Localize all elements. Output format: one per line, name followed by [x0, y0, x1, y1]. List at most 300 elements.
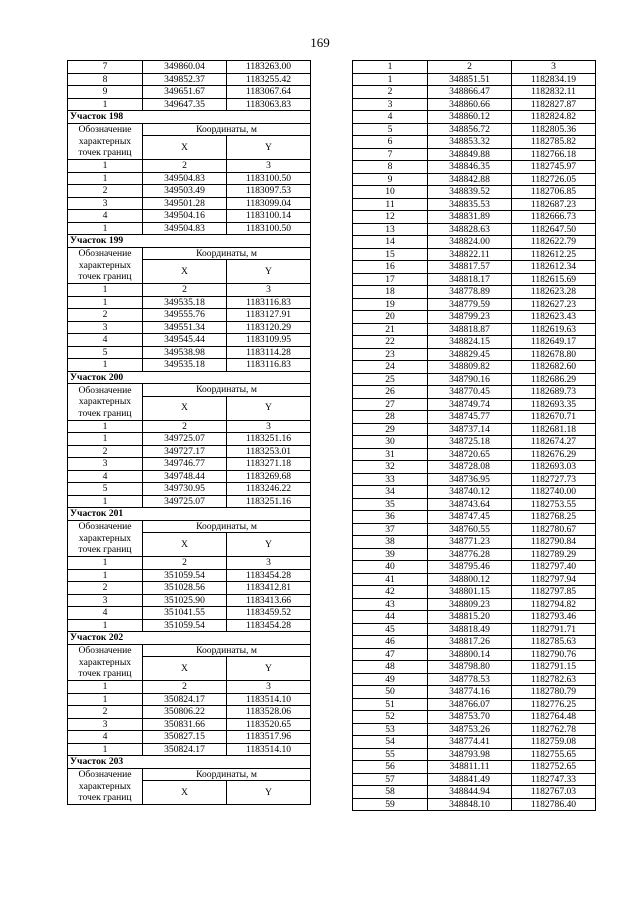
table-row [353, 561, 596, 574]
table-row [353, 598, 596, 611]
x-coordinate-cell: 349555.76 [143, 309, 227, 322]
x-coordinate-cell: 348753.26 [428, 723, 512, 736]
table-row [68, 607, 311, 620]
table-row [68, 619, 311, 632]
y-coordinate-cell: 1183097.53 [227, 185, 311, 198]
y-coordinate-cell: 1182790.84 [512, 536, 596, 549]
table-row [68, 582, 311, 595]
point-number-cell: 1 [68, 222, 143, 235]
x-coordinate-cell: 348774.41 [428, 736, 512, 749]
x-coordinate-cell: 348849.88 [428, 148, 512, 161]
point-number-cell: 1 [68, 296, 143, 309]
section-row [68, 756, 311, 769]
y-header: Y [227, 136, 311, 160]
y-coordinate-cell: 1182755.65 [512, 748, 596, 761]
table-row [353, 236, 596, 249]
y-coordinate-cell: 1182797.94 [512, 573, 596, 586]
x-coordinate-cell: 351025.90 [143, 594, 227, 607]
y-coordinate-cell: 1182753.55 [512, 498, 596, 511]
x-coordinate-cell: 348846.35 [428, 161, 512, 174]
y-coordinate-cell: 1183269.68 [227, 470, 311, 483]
point-number-cell: 56 [353, 761, 428, 774]
x-coordinate-cell: 348800.14 [428, 648, 512, 661]
table-row [68, 210, 311, 223]
x-coordinate-cell: 351059.54 [143, 569, 227, 582]
x-coordinate-cell: 348860.12 [428, 111, 512, 124]
x-coordinate-cell: 348728.08 [428, 461, 512, 474]
table-row [353, 498, 596, 511]
y-coordinate-cell: 1182793.46 [512, 611, 596, 624]
point-number-cell: 1 [68, 557, 143, 570]
x-coordinate-cell: 349725.07 [143, 433, 227, 446]
y-coordinate-cell: 1182824.82 [512, 111, 596, 124]
table-row [68, 718, 311, 731]
point-number-cell: 2 [68, 185, 143, 198]
x-coordinate-cell: 348776.28 [428, 548, 512, 561]
point-number-cell: 21 [353, 323, 428, 336]
section-title: Участок 198 [68, 111, 311, 124]
point-number-cell: 11 [353, 198, 428, 211]
table-row [68, 284, 311, 297]
table-row [68, 681, 311, 694]
y-coordinate-cell: 3 [227, 284, 311, 297]
table-row [353, 298, 596, 311]
table-row [353, 586, 596, 599]
x-coordinate-cell: 348809.23 [428, 598, 512, 611]
point-number-cell: 40 [353, 561, 428, 574]
table-row [353, 173, 596, 186]
table-row [353, 573, 596, 586]
table-row [353, 473, 596, 486]
table-row [353, 773, 596, 786]
point-number-cell: 59 [353, 798, 428, 811]
x-coordinate-cell: 348817.26 [428, 636, 512, 649]
point-designation-header: Обозначение характерных точек границ [68, 123, 143, 160]
point-number-cell: 20 [353, 311, 428, 324]
coordinates-header: Координаты, м [143, 384, 311, 397]
y-coordinate-cell: 1183454.28 [227, 569, 311, 582]
y-coordinate-cell: 1183412.81 [227, 582, 311, 595]
y-coordinate-cell: 1182676.29 [512, 448, 596, 461]
y-coordinate-cell: 1183067.64 [227, 86, 311, 99]
table-row [353, 386, 596, 399]
table-row [353, 661, 596, 674]
x-coordinate-cell: 349651.67 [143, 86, 227, 99]
y-coordinate-cell: 1182782.63 [512, 673, 596, 686]
x-coordinate-cell: 2 [143, 681, 227, 694]
y-coordinate-cell: 1182706.85 [512, 186, 596, 199]
x-coordinate-cell: 348753.70 [428, 711, 512, 724]
x-coordinate-cell: 349538.98 [143, 346, 227, 359]
point-number-cell: 4 [68, 731, 143, 744]
point-number-cell: 49 [353, 673, 428, 686]
x-coordinate-cell: 348747.45 [428, 511, 512, 524]
table-row [353, 273, 596, 286]
y-coordinate-cell: 1182764.48 [512, 711, 596, 724]
point-number-cell: 1 [353, 61, 428, 74]
point-number-cell: 2 [68, 309, 143, 322]
x-coordinate-cell: 348799.23 [428, 311, 512, 324]
y-coordinate-cell: 1183517.96 [227, 731, 311, 744]
y-coordinate-cell: 1183120.29 [227, 321, 311, 334]
header-row [68, 644, 311, 657]
table-row [68, 731, 311, 744]
x-coordinate-cell: 348793.98 [428, 748, 512, 761]
y-coordinate-cell: 1182726.05 [512, 173, 596, 186]
y-coordinate-cell: 1182789.29 [512, 548, 596, 561]
x-coordinate-cell: 348817.57 [428, 261, 512, 274]
x-coordinate-cell: 349748.44 [143, 470, 227, 483]
point-number-cell: 2 [68, 445, 143, 458]
table-row [353, 723, 596, 736]
point-number-cell: 1 [353, 73, 428, 86]
table-row [68, 693, 311, 706]
y-coordinate-cell: 1182786.40 [512, 798, 596, 811]
section-title: Участок 202 [68, 632, 311, 645]
x-coordinate-cell: 348853.32 [428, 136, 512, 149]
x-coordinate-cell: 348743.64 [428, 498, 512, 511]
point-number-cell: 44 [353, 611, 428, 624]
x-coordinate-cell: 2 [143, 284, 227, 297]
y-coordinate-cell: 1182647.50 [512, 223, 596, 236]
y-coordinate-cell: 1183271.18 [227, 458, 311, 471]
point-number-cell: 14 [353, 236, 428, 249]
x-coordinate-cell: 350824.17 [143, 693, 227, 706]
table-row [353, 211, 596, 224]
y-coordinate-cell: 1182682.60 [512, 361, 596, 374]
table-row [68, 470, 311, 483]
x-coordinate-cell: 348841.49 [428, 773, 512, 786]
y-coordinate-cell: 1182678.80 [512, 348, 596, 361]
y-header: Y [227, 657, 311, 681]
section-row [68, 508, 311, 521]
x-coordinate-cell: 348801.15 [428, 586, 512, 599]
x-coordinate-cell: 348848.10 [428, 798, 512, 811]
y-coordinate-cell: 1182612.25 [512, 248, 596, 261]
y-coordinate-cell: 1183454.28 [227, 619, 311, 632]
table-row [353, 673, 596, 686]
point-number-cell: 3 [68, 458, 143, 471]
y-coordinate-cell: 1183255.42 [227, 73, 311, 86]
y-coordinate-cell: 1182805.36 [512, 123, 596, 136]
table-row [353, 686, 596, 699]
table-row [353, 186, 596, 199]
table-row [353, 411, 596, 424]
point-number-cell: 35 [353, 498, 428, 511]
point-number-cell: 3 [68, 321, 143, 334]
x-coordinate-cell: 348866.47 [428, 86, 512, 99]
table-row [68, 321, 311, 334]
point-number-cell: 58 [353, 786, 428, 799]
x-coordinate-cell: 351041.55 [143, 607, 227, 620]
header-row [68, 520, 311, 533]
y-coordinate-cell: 1182686.29 [512, 373, 596, 386]
x-coordinate-cell: 348795.46 [428, 561, 512, 574]
header-row [68, 384, 311, 397]
x-coordinate-cell: 348800.12 [428, 573, 512, 586]
x-coordinate-cell: 349504.83 [143, 222, 227, 235]
y-coordinate-cell: 1182832.11 [512, 86, 596, 99]
y-coordinate-cell: 1183100.50 [227, 172, 311, 185]
y-header: Y [227, 533, 311, 557]
x-coordinate-cell: 348725.18 [428, 436, 512, 449]
y-coordinate-cell: 1183251.16 [227, 495, 311, 508]
x-coordinate-cell: 348766.07 [428, 698, 512, 711]
point-number-cell: 28 [353, 411, 428, 424]
point-number-cell: 5 [68, 346, 143, 359]
x-coordinate-cell: 350831.66 [143, 718, 227, 731]
point-number-cell: 52 [353, 711, 428, 724]
x-coordinate-cell: 348818.17 [428, 273, 512, 286]
table-row [68, 172, 311, 185]
table-row [353, 198, 596, 211]
x-coordinate-cell: 348824.00 [428, 236, 512, 249]
y-coordinate-cell: 1182759.08 [512, 736, 596, 749]
point-number-cell: 2 [68, 582, 143, 595]
table-row [68, 309, 311, 322]
y-coordinate-cell: 1182747.33 [512, 773, 596, 786]
point-number-cell: 31 [353, 448, 428, 461]
x-coordinate-cell: 2 [143, 557, 227, 570]
y-coordinate-cell: 1182785.63 [512, 636, 596, 649]
x-coordinate-cell: 349545.44 [143, 334, 227, 347]
section-title: Участок 200 [68, 371, 311, 384]
point-number-cell: 53 [353, 723, 428, 736]
point-number-cell: 36 [353, 511, 428, 524]
y-coordinate-cell: 1183413.66 [227, 594, 311, 607]
point-number-cell: 10 [353, 186, 428, 199]
point-number-cell: 29 [353, 423, 428, 436]
y-coordinate-cell: 3 [227, 420, 311, 433]
y-coordinate-cell: 1182791.15 [512, 661, 596, 674]
coordinates-table-right [352, 60, 596, 811]
y-coordinate-cell: 1182767.03 [512, 786, 596, 799]
y-coordinate-cell: 1182785.82 [512, 136, 596, 149]
table-row [353, 611, 596, 624]
y-coordinate-cell: 1182615.69 [512, 273, 596, 286]
y-coordinate-cell: 1183246.22 [227, 483, 311, 496]
section-row [68, 235, 311, 248]
table-row [68, 743, 311, 756]
x-coordinate-cell: 349503.49 [143, 185, 227, 198]
x-coordinate-cell: 349852.37 [143, 73, 227, 86]
y-coordinate-cell: 3 [227, 557, 311, 570]
coordinates-header: Координаты, м [143, 644, 311, 657]
section-row [68, 371, 311, 384]
y-coordinate-cell: 1182776.25 [512, 698, 596, 711]
x-coordinate-cell: 348720.65 [428, 448, 512, 461]
point-number-cell: 4 [68, 607, 143, 620]
table-row [68, 359, 311, 372]
y-coordinate-cell: 1183459.52 [227, 607, 311, 620]
y-coordinate-cell: 1182649.17 [512, 336, 596, 349]
x-coordinate-cell: 350824.17 [143, 743, 227, 756]
table-row [353, 461, 596, 474]
table-row [353, 286, 596, 299]
table-row [353, 61, 596, 74]
point-number-cell: 5 [68, 483, 143, 496]
x-coordinate-cell: 348779.59 [428, 298, 512, 311]
y-coordinate-cell: 1182627.23 [512, 298, 596, 311]
point-number-cell: 46 [353, 636, 428, 649]
y-coordinate-cell: 1183109.95 [227, 334, 311, 347]
point-number-cell: 8 [68, 73, 143, 86]
y-coordinate-cell: 1182681.18 [512, 423, 596, 436]
table-row [68, 296, 311, 309]
y-coordinate-cell: 3 [227, 681, 311, 694]
table-row [353, 798, 596, 811]
x-header: X [143, 396, 227, 420]
point-number-cell: 57 [353, 773, 428, 786]
y-coordinate-cell: 1182745.97 [512, 161, 596, 174]
point-designation-header: Обозначение характерных точек границ [68, 644, 143, 681]
table-row [68, 222, 311, 235]
table-row [353, 261, 596, 274]
point-number-cell: 26 [353, 386, 428, 399]
table-row [68, 160, 311, 173]
y-coordinate-cell: 1183100.50 [227, 222, 311, 235]
y-coordinate-cell: 1182612.34 [512, 261, 596, 274]
table-row [353, 136, 596, 149]
y-coordinate-cell: 1183514.10 [227, 693, 311, 706]
point-number-cell: 42 [353, 586, 428, 599]
x-coordinate-cell: 348778.89 [428, 286, 512, 299]
x-coordinate-cell: 349647.35 [143, 98, 227, 111]
y-coordinate-cell: 1183100.14 [227, 210, 311, 223]
point-number-cell: 4 [68, 334, 143, 347]
point-number-cell: 50 [353, 686, 428, 699]
y-coordinate-cell: 1182693.03 [512, 461, 596, 474]
table-row [353, 373, 596, 386]
x-coordinate-cell: 348745.77 [428, 411, 512, 424]
x-header: X [143, 781, 227, 805]
point-number-cell: 18 [353, 286, 428, 299]
point-number-cell: 9 [68, 86, 143, 99]
y-coordinate-cell: 1183528.06 [227, 706, 311, 719]
table-row [68, 706, 311, 719]
x-coordinate-cell: 348829.45 [428, 348, 512, 361]
point-number-cell: 25 [353, 373, 428, 386]
y-coordinate-cell: 1183063.83 [227, 98, 311, 111]
table-row [68, 420, 311, 433]
y-coordinate-cell: 1183114.28 [227, 346, 311, 359]
point-number-cell: 1 [68, 420, 143, 433]
y-coordinate-cell: 1182619.63 [512, 323, 596, 336]
y-coordinate-cell: 1182834.19 [512, 73, 596, 86]
y-coordinate-cell: 1182687.23 [512, 198, 596, 211]
x-header: X [143, 260, 227, 284]
table-row [68, 458, 311, 471]
point-number-cell: 24 [353, 361, 428, 374]
table-row [68, 433, 311, 446]
table-row [353, 398, 596, 411]
coordinates-header: Координаты, м [143, 123, 311, 136]
point-number-cell: 1 [68, 681, 143, 694]
point-number-cell: 41 [353, 573, 428, 586]
table-row [68, 445, 311, 458]
point-designation-header: Обозначение характерных точек границ [68, 384, 143, 421]
point-number-cell: 54 [353, 736, 428, 749]
x-coordinate-cell: 348842.88 [428, 173, 512, 186]
x-coordinate-cell: 2 [143, 160, 227, 173]
point-number-cell: 2 [68, 706, 143, 719]
y-coordinate-cell: 1182791.71 [512, 623, 596, 636]
point-number-cell: 33 [353, 473, 428, 486]
table-row [353, 148, 596, 161]
x-coordinate-cell: 349860.04 [143, 61, 227, 74]
coordinates-header: Координаты, м [143, 247, 311, 260]
point-number-cell: 1 [68, 160, 143, 173]
table-row [353, 248, 596, 261]
table-row [353, 636, 596, 649]
x-coordinate-cell: 350827.15 [143, 731, 227, 744]
x-coordinate-cell: 348824.15 [428, 336, 512, 349]
y-coordinate-cell: 1182766.18 [512, 148, 596, 161]
table-row [353, 698, 596, 711]
point-number-cell: 43 [353, 598, 428, 611]
table-row [353, 323, 596, 336]
y-coordinate-cell: 1182623.28 [512, 286, 596, 299]
point-number-cell: 1 [68, 495, 143, 508]
table-row [353, 536, 596, 549]
x-coordinate-cell: 348839.52 [428, 186, 512, 199]
y-coordinate-cell: 1183253.01 [227, 445, 311, 458]
point-number-cell: 22 [353, 336, 428, 349]
y-coordinate-cell: 1183514.10 [227, 743, 311, 756]
y-coordinate-cell: 1182752.65 [512, 761, 596, 774]
point-designation-header: Обозначение характерных точек границ [68, 768, 143, 805]
y-header: Y [227, 396, 311, 420]
point-number-cell: 1 [68, 619, 143, 632]
table-row [353, 761, 596, 774]
x-coordinate-cell: 348771.23 [428, 536, 512, 549]
table-row [68, 569, 311, 582]
table-row [353, 86, 596, 99]
table-row [353, 511, 596, 524]
table-row [68, 73, 311, 86]
x-coordinate-cell: 348818.49 [428, 623, 512, 636]
x-coordinate-cell: 348809.82 [428, 361, 512, 374]
table-row [68, 185, 311, 198]
point-number-cell: 16 [353, 261, 428, 274]
table-row [353, 623, 596, 636]
point-number-cell: 38 [353, 536, 428, 549]
x-coordinate-cell: 348749.74 [428, 398, 512, 411]
y-coordinate-cell: 3 [227, 160, 311, 173]
y-coordinate-cell: 1182674.27 [512, 436, 596, 449]
x-header: X [143, 533, 227, 557]
x-coordinate-cell: 349551.34 [143, 321, 227, 334]
x-coordinate-cell: 349535.18 [143, 359, 227, 372]
point-number-cell: 1 [68, 433, 143, 446]
point-number-cell: 1 [68, 359, 143, 372]
point-number-cell: 3 [68, 197, 143, 210]
x-header: X [143, 657, 227, 681]
coordinates-header: Координаты, м [143, 520, 311, 533]
y-coordinate-cell: 1182693.35 [512, 398, 596, 411]
point-number-cell: 19 [353, 298, 428, 311]
point-designation-header: Обозначение характерных точек границ [68, 247, 143, 284]
x-coordinate-cell: 348740.12 [428, 486, 512, 499]
y-coordinate-cell: 1182622.79 [512, 236, 596, 249]
y-coordinate-cell: 3 [512, 61, 596, 74]
x-coordinate-cell: 349504.16 [143, 210, 227, 223]
y-coordinate-cell: 1182797.40 [512, 561, 596, 574]
point-number-cell: 32 [353, 461, 428, 474]
y-coordinate-cell: 1182689.73 [512, 386, 596, 399]
point-number-cell: 51 [353, 698, 428, 711]
table-row [68, 86, 311, 99]
